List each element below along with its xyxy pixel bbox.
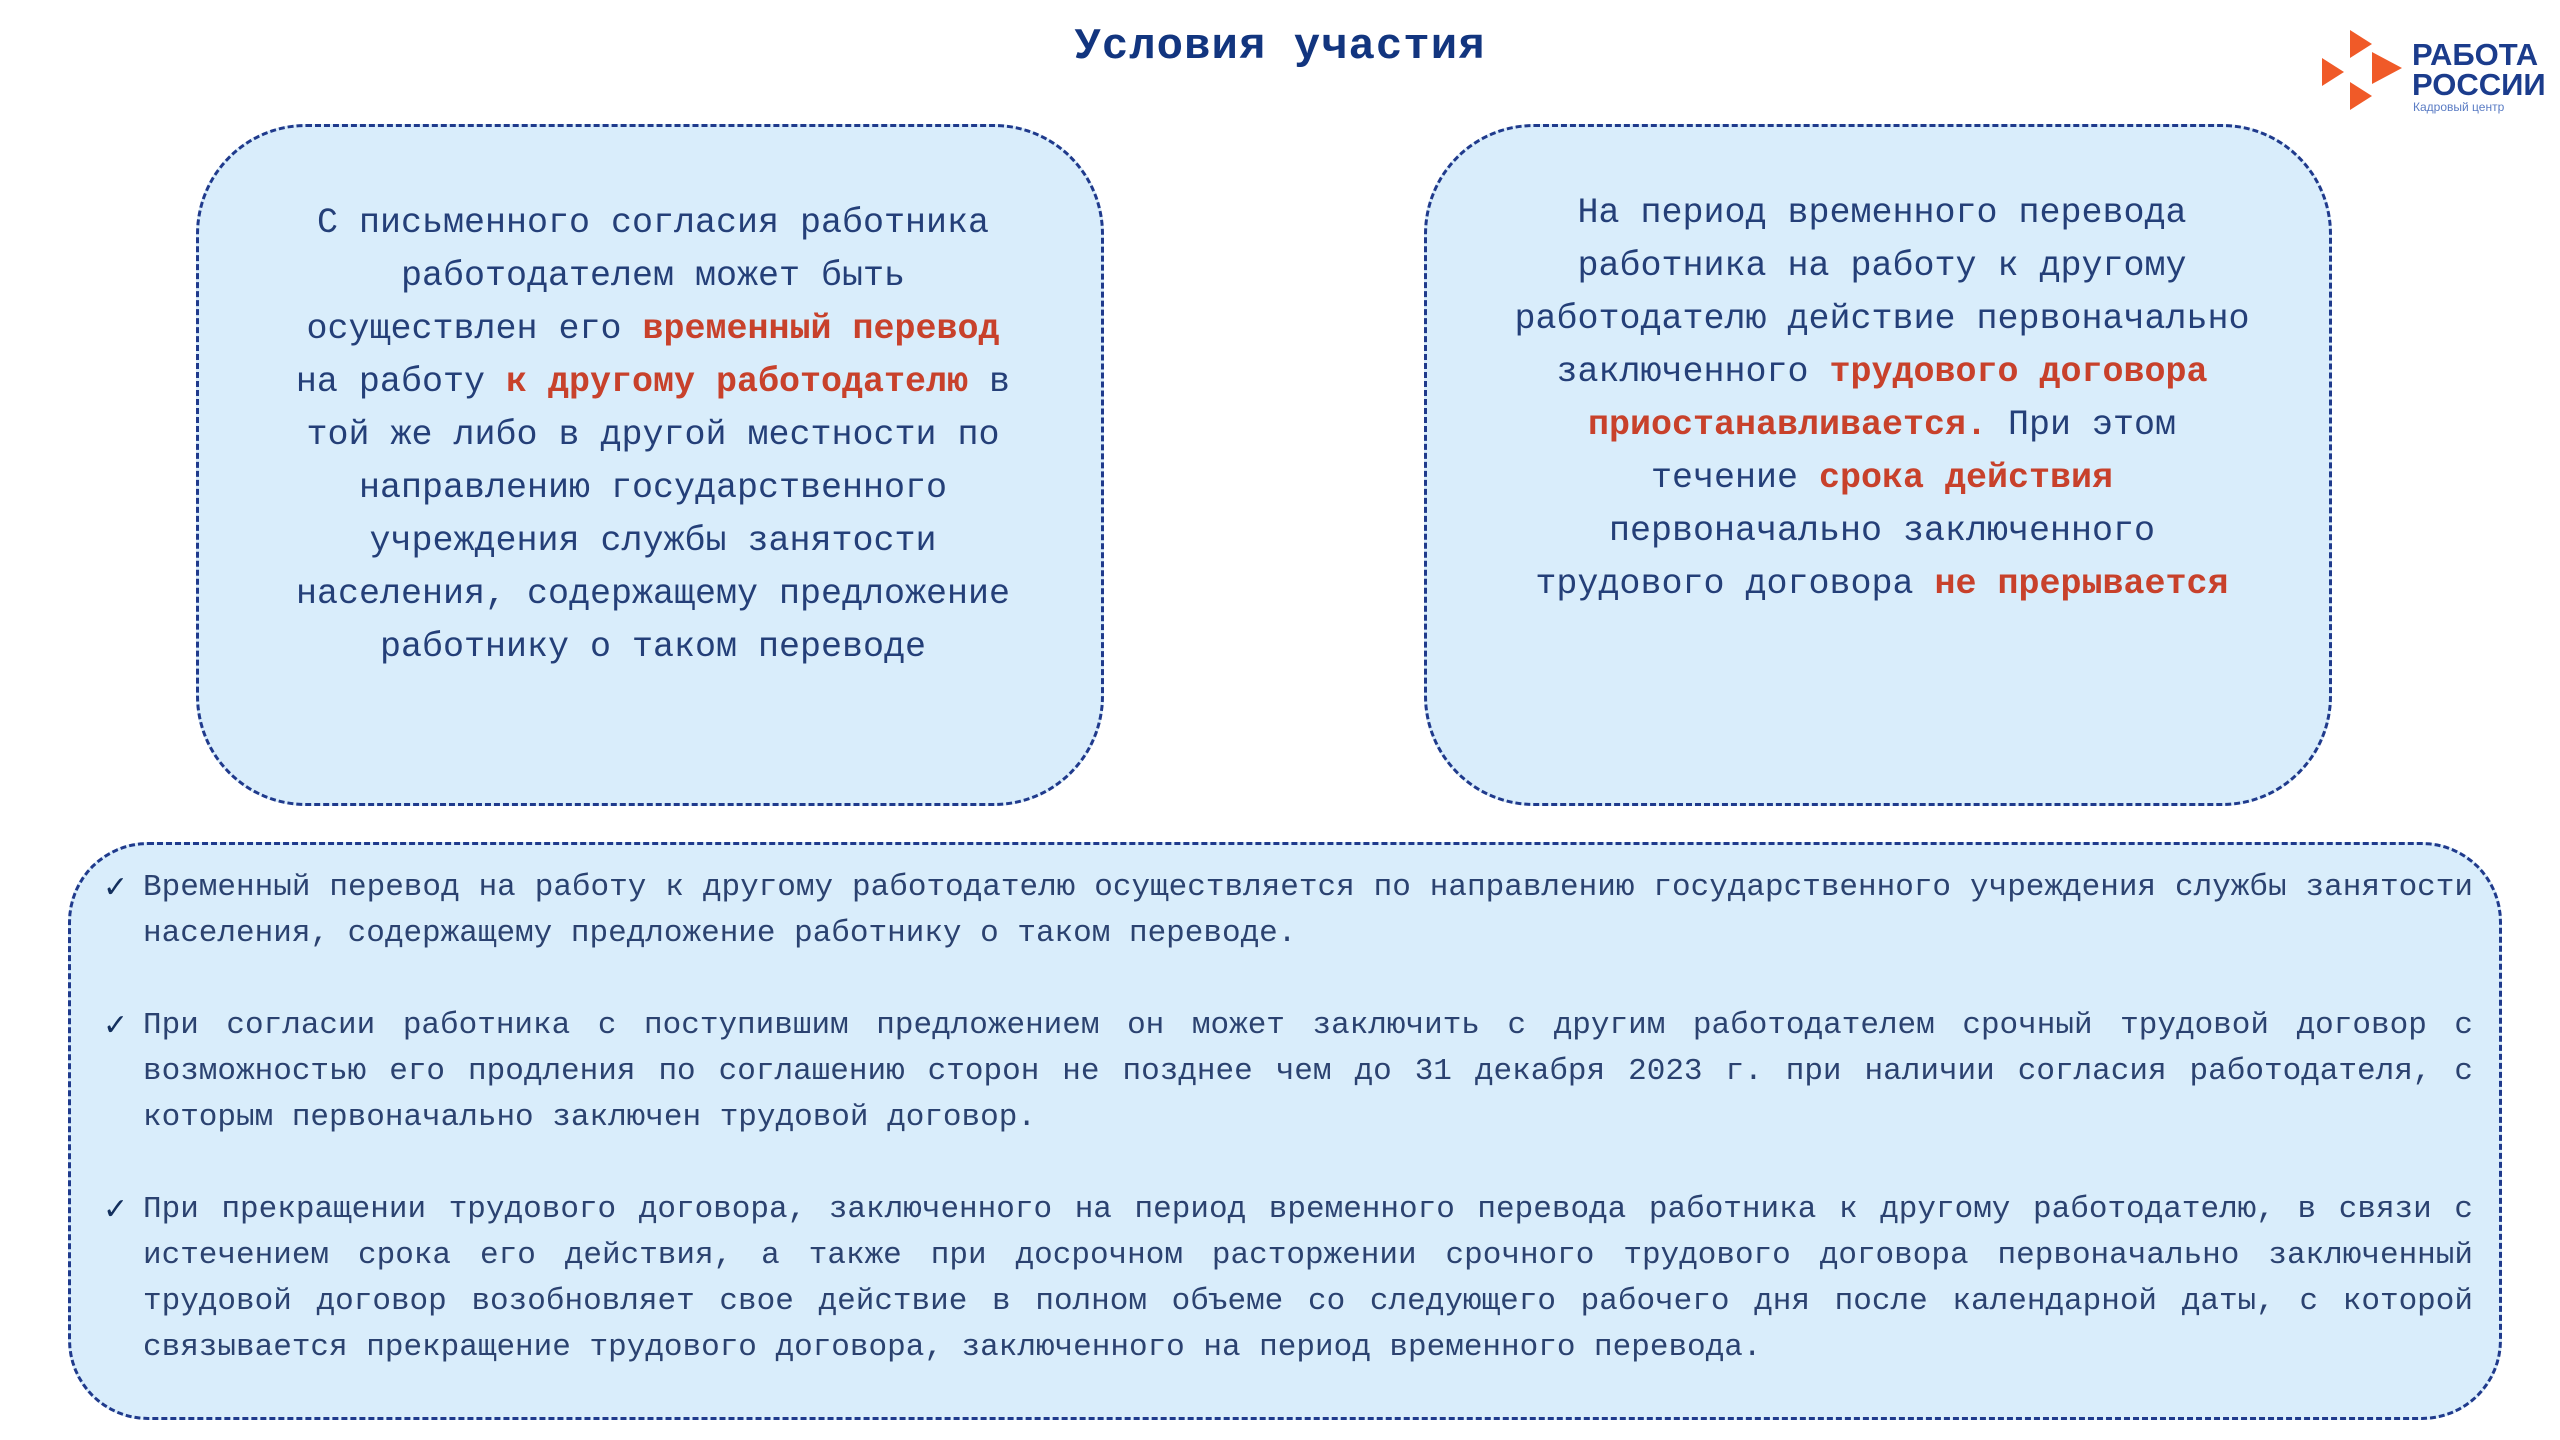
left-text-part-3: в той же либо в другой местности по направлению государственного учреждения службы занятости населения, содержащему предложение работнику о таком переводе	[295, 362, 1011, 667]
list-item-text: Временный перевод на работу к другому работодателю осуществляется по направлению государственного учреждения службы занятости населения, содержащему предложение работнику о таком переводе.	[143, 870, 2473, 951]
logo	[2320, 26, 2546, 114]
left-text-part-2: на работу	[295, 362, 506, 402]
details-card	[68, 842, 2502, 1420]
left-highlight-other-employer: к другому работодателю	[505, 362, 969, 402]
details-list	[103, 865, 2473, 1417]
logo-subtitle: Кадровый центр	[2413, 100, 2505, 114]
list-item	[103, 1003, 2473, 1141]
right-highlight-contract-suspended: трудового договора приостанавливается.	[1587, 352, 2208, 445]
right-text-part-1: На период временного перевода работника на работу к другому работодателю действие первоначально заключенного	[1514, 193, 2250, 392]
left-highlight-temporary-transfer: временный перевод	[642, 309, 1000, 349]
right-condition-card	[1424, 124, 2332, 806]
list-item-text: При согласии работника с поступившим предложением он может заключить с другим работодателем срочный трудовой договор с возможностью его продления по соглашению сторон не позднее чем до 31 декабря 2023 г. при наличии согласия работодателя, с которым первоначально заключен трудовой договор.	[143, 1008, 2473, 1135]
logo-wordmark	[2412, 37, 2546, 102]
right-text-part-2: При этом течение	[1650, 405, 2177, 498]
right-card-text	[1507, 187, 2257, 611]
right-highlight-term: срока действия	[1818, 458, 2114, 498]
checkmark-icon: ✓	[103, 1008, 129, 1043]
left-card-text	[285, 197, 1021, 674]
logo-line-1: РАБОТА	[2412, 37, 2539, 72]
logo-line-2: РОССИИ	[2412, 67, 2546, 102]
left-text-part-1: С письменного согласия работника работодателем может быть осуществлен его	[306, 203, 990, 349]
checkmark-icon: ✓	[103, 870, 129, 905]
list-item	[103, 1187, 2473, 1371]
list-item	[103, 865, 2473, 957]
right-highlight-not-interrupted: не прерывается	[1934, 564, 2229, 604]
right-text-part-3: первоначально заключенного трудового договора	[1535, 511, 2156, 604]
page-title: Условия участия	[1074, 22, 1486, 72]
checkmark-icon: ✓	[103, 1192, 129, 1227]
left-condition-card	[196, 124, 1104, 806]
list-item-text: При прекращении трудового договора, заключенного на период временного перевода работника к другому работодателю, в связи с истечением срока его действия, а также при досрочном расторжении срочного трудового договора первоначально заключенный трудовой договор возобновляет свое действие в полном объеме со следующего рабочего дня после календарной даты, с которой связывается прекращение трудового договора, заключенного на период временного перевода.	[143, 1192, 2473, 1365]
star-logo-icon	[2320, 26, 2408, 114]
